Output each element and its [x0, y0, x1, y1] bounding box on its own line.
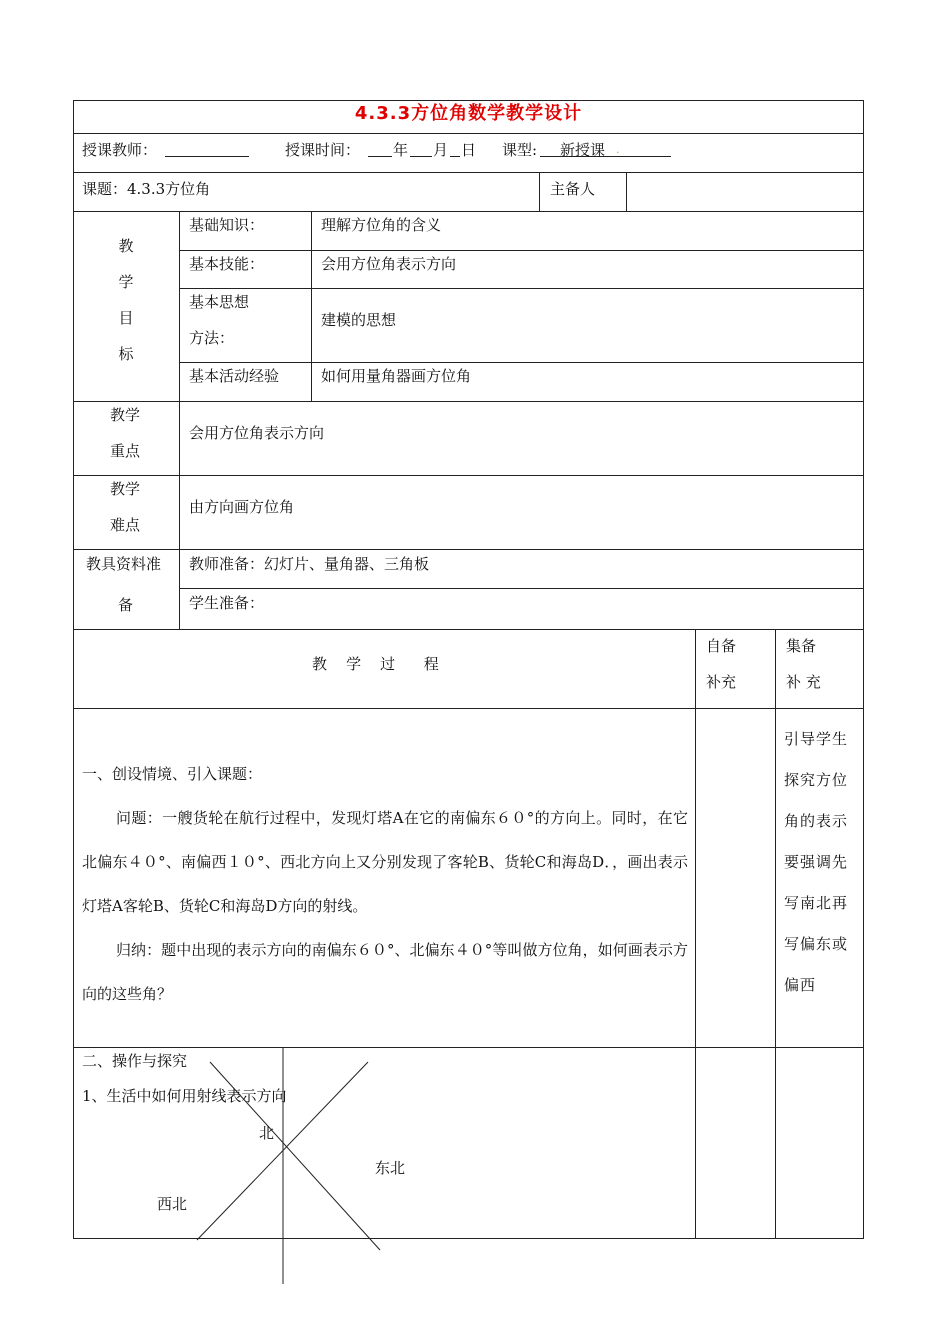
northwest-label: 西北	[157, 1195, 188, 1213]
northeast-label: 东北	[375, 1159, 406, 1177]
group-supplement-heading: 补 充	[786, 673, 821, 691]
goal-label: 基本思想	[189, 293, 250, 311]
section-1-problem: 问题：一艘货轮在航行过程中，发现灯塔A在它的南偏东６０°的方向上。同时，在它北偏东４０°、南偏西１０°、西北方向上又分别发现了客轮B、货轮C和海岛D．，画出表示灯塔A客轮B、货轮C和海岛D方向的射线。	[82, 809, 688, 915]
key-point-value: 会用方位角表示方向	[189, 424, 325, 442]
goals-heading-char: 学	[118, 273, 134, 291]
day-label: 日	[461, 141, 477, 159]
orange-dot: .	[616, 143, 620, 156]
type-value: 新授课	[560, 141, 606, 159]
materials-teacher: 教师准备：幻灯片、量角器、三角板	[189, 555, 430, 573]
difficulty-heading: 难点	[110, 516, 141, 534]
type-label: 课型:	[502, 141, 538, 159]
preparer-label: 主备人	[550, 180, 596, 198]
self-supplement-heading: 补充	[706, 673, 737, 691]
time-label: 授课时间：	[285, 141, 361, 159]
teacher-label: 授课教师：	[82, 141, 158, 159]
northwest-southeast-line	[210, 1062, 380, 1250]
goals-heading-char: 目	[118, 309, 134, 327]
group-supplement-heading: 集备	[786, 637, 817, 655]
key-point-heading: 重点	[110, 442, 141, 460]
goal-value: 建模的思想	[321, 311, 397, 329]
month-label: 月	[433, 141, 449, 159]
materials-student: 学生准备：	[189, 594, 265, 612]
goals-heading-char: 标	[118, 345, 134, 363]
self-supplement-heading: 自备	[706, 637, 737, 655]
goals-heading-char: 教	[118, 237, 134, 255]
goal-value: 理解方位角的含义	[321, 216, 442, 234]
year-label: 年	[393, 141, 409, 159]
section-1-summary: 归纳：题中出现的表示方向的南偏东６０°、北偏东４０°等叫做方位角，如何画表示方向的这些角？	[82, 941, 688, 1003]
goal-label: 基本活动经验	[189, 367, 280, 385]
process-heading: 教 学 过 程	[312, 655, 439, 673]
goal-value: 如何用量角器画方位角	[321, 367, 472, 385]
topic-label: 课题：4.3.3方位角	[82, 180, 211, 198]
goal-label: 基础知识：	[189, 216, 265, 234]
north-label: 北	[259, 1124, 275, 1142]
materials-heading: 教具资料准	[86, 555, 162, 573]
section-2-heading: 二、操作与探究	[82, 1052, 188, 1070]
key-point-heading: 教学	[110, 406, 141, 424]
section-1-heading: 一、创设情境、引入课题：	[82, 765, 263, 783]
materials-heading: 备	[118, 596, 134, 614]
difficulty-heading: 教学	[110, 480, 141, 498]
section-2-item: 1、生活中如何用射线表示方向	[82, 1087, 287, 1105]
goal-value: 会用方位角表示方向	[321, 255, 457, 273]
difficulty-value: 由方向画方位角	[189, 498, 295, 516]
goal-label: 基本技能：	[189, 255, 265, 273]
goal-label: 方法：	[189, 329, 235, 347]
side-note: 引导学生探究方位角的表示要强调先写南北再写偏东或偏西	[784, 730, 849, 994]
page-title: 4.3.3方位角数学教学设计	[354, 103, 583, 124]
